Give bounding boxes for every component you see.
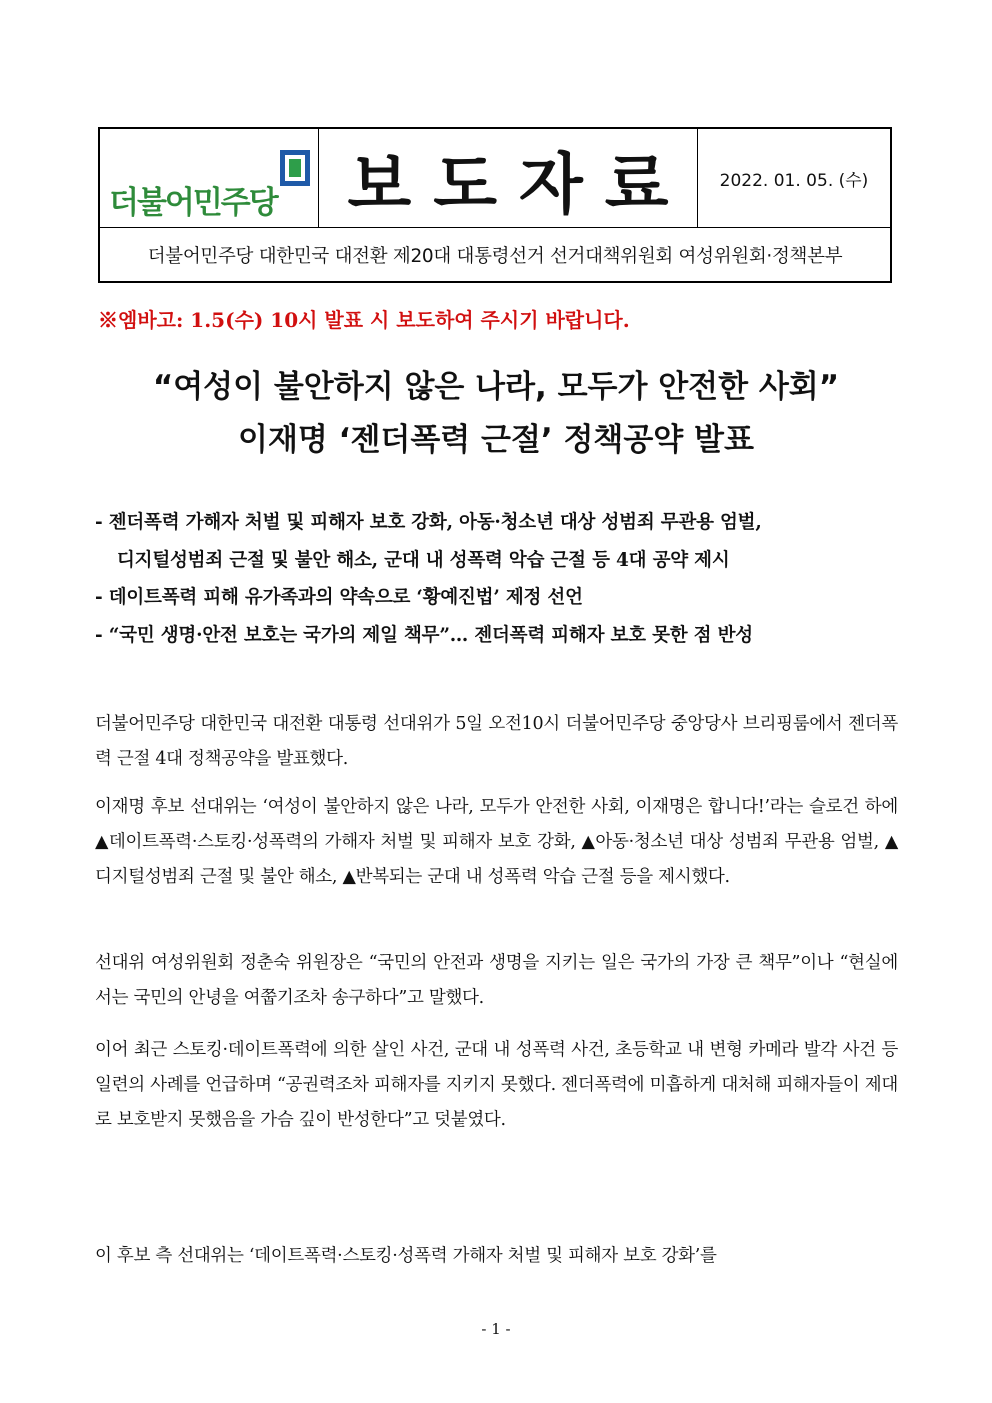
- subheading-2: - 데이트폭력 피해 유가족과의 약속으로 ‘황예진법’ 제정 선언: [95, 587, 583, 608]
- page-number: - 1 -: [481, 1320, 511, 1338]
- release-date: 2022. 01. 05. (수): [719, 170, 869, 191]
- headline-line-2: 이재명 ‘젠더폭력 근절’ 정책공약 발표: [238, 422, 754, 458]
- press-release-title-cell: [319, 129, 698, 227]
- party-logo: [100, 129, 319, 227]
- party-logo-text: 더불어민주당: [109, 185, 277, 221]
- body-paragraph-1: 더불어민주당 대한민국 대전환 대통령 선대위가 5일 오전10시 더불어민주당 중앙당사 브리핑룸에서 젠더폭력 근절 4대 정책공약을 발표했다.: [95, 714, 898, 769]
- subheading-3: - “국민 생명·안전 보호는 국가의 제일 책무”… 젠더폭력 피해자 보호 못한 점 반성: [95, 625, 753, 646]
- subheading-1: - 젠더폭력 가해자 처벌 및 피해자 보호 강화, 아동·청소년 대상 성범죄 무관용 엄벌,: [95, 512, 762, 533]
- body-paragraph-4: 이어 최근 스토킹·데이트폭력에 의한 살인 사건, 군대 내 성폭력 사건, 초등학교 내 변형 카메라 발각 사건 등 일련의 사례를 언급하며 “공권력조차 피해자를 지키지 못했다. 젠더폭력에 미흡하게 대처해 피해자들이 제대로 보호받지 못했음을 가슴 깊이 반성한다”고 덧붙였다.: [95, 1040, 898, 1130]
- party-logo-mark-icon: [276, 144, 314, 189]
- body-paragraph-3: 선대위 여성위원회 정춘숙 위원장은 “국민의 안전과 생명을 지키는 일은 국가의 가장 큰 책무”이나 “현실에서는 국민의 안녕을 여쭙기조차 송구하다”고 말했다.: [95, 953, 898, 1008]
- header-top-row: [100, 129, 890, 228]
- press-release-header: [98, 127, 892, 283]
- body-paragraph-5: 이 후보 측 선대위는 ‘데이트폭력·스토킹·성폭력 가해자 처벌 및 피해자 보호 강화’를: [95, 1246, 717, 1266]
- body-paragraph-2: 이재명 후보 선대위는 ‘여성이 불안하지 않은 나라, 모두가 안전한 사회, 이재명은 합니다!’라는 슬로건 하에 ▲데이트폭력·스토킹·성폭력의 가해자 처벌 및 피해자 보호 강화, ▲아동·청소년 대상 성범죄 무관용 엄벌, ▲디지털성범죄 근절 및 불안 해소, ▲반복되는 군대 내 성폭력 악습 근절 등을 제시했다.: [95, 797, 898, 887]
- organization-line: 더불어민주당 대한민국 대전환 제20대 대통령선거 선거대책위원회 여성위원회·정책본부: [147, 245, 843, 267]
- headline-line-1: “여성이 불안하지 않은 나라, 모두가 안전한 사회”: [152, 369, 840, 405]
- subheading-1-continued: 디지털성범죄 근절 및 불안 해소, 군대 내 성폭력 악습 근절 등 4대 공약 제시: [117, 550, 730, 571]
- embargo-notice: ※엠바고: 1.5(수) 10시 발표 시 보도하여 주시기 바랍니다.: [98, 308, 630, 332]
- press-release-title: 보도자료: [347, 145, 691, 223]
